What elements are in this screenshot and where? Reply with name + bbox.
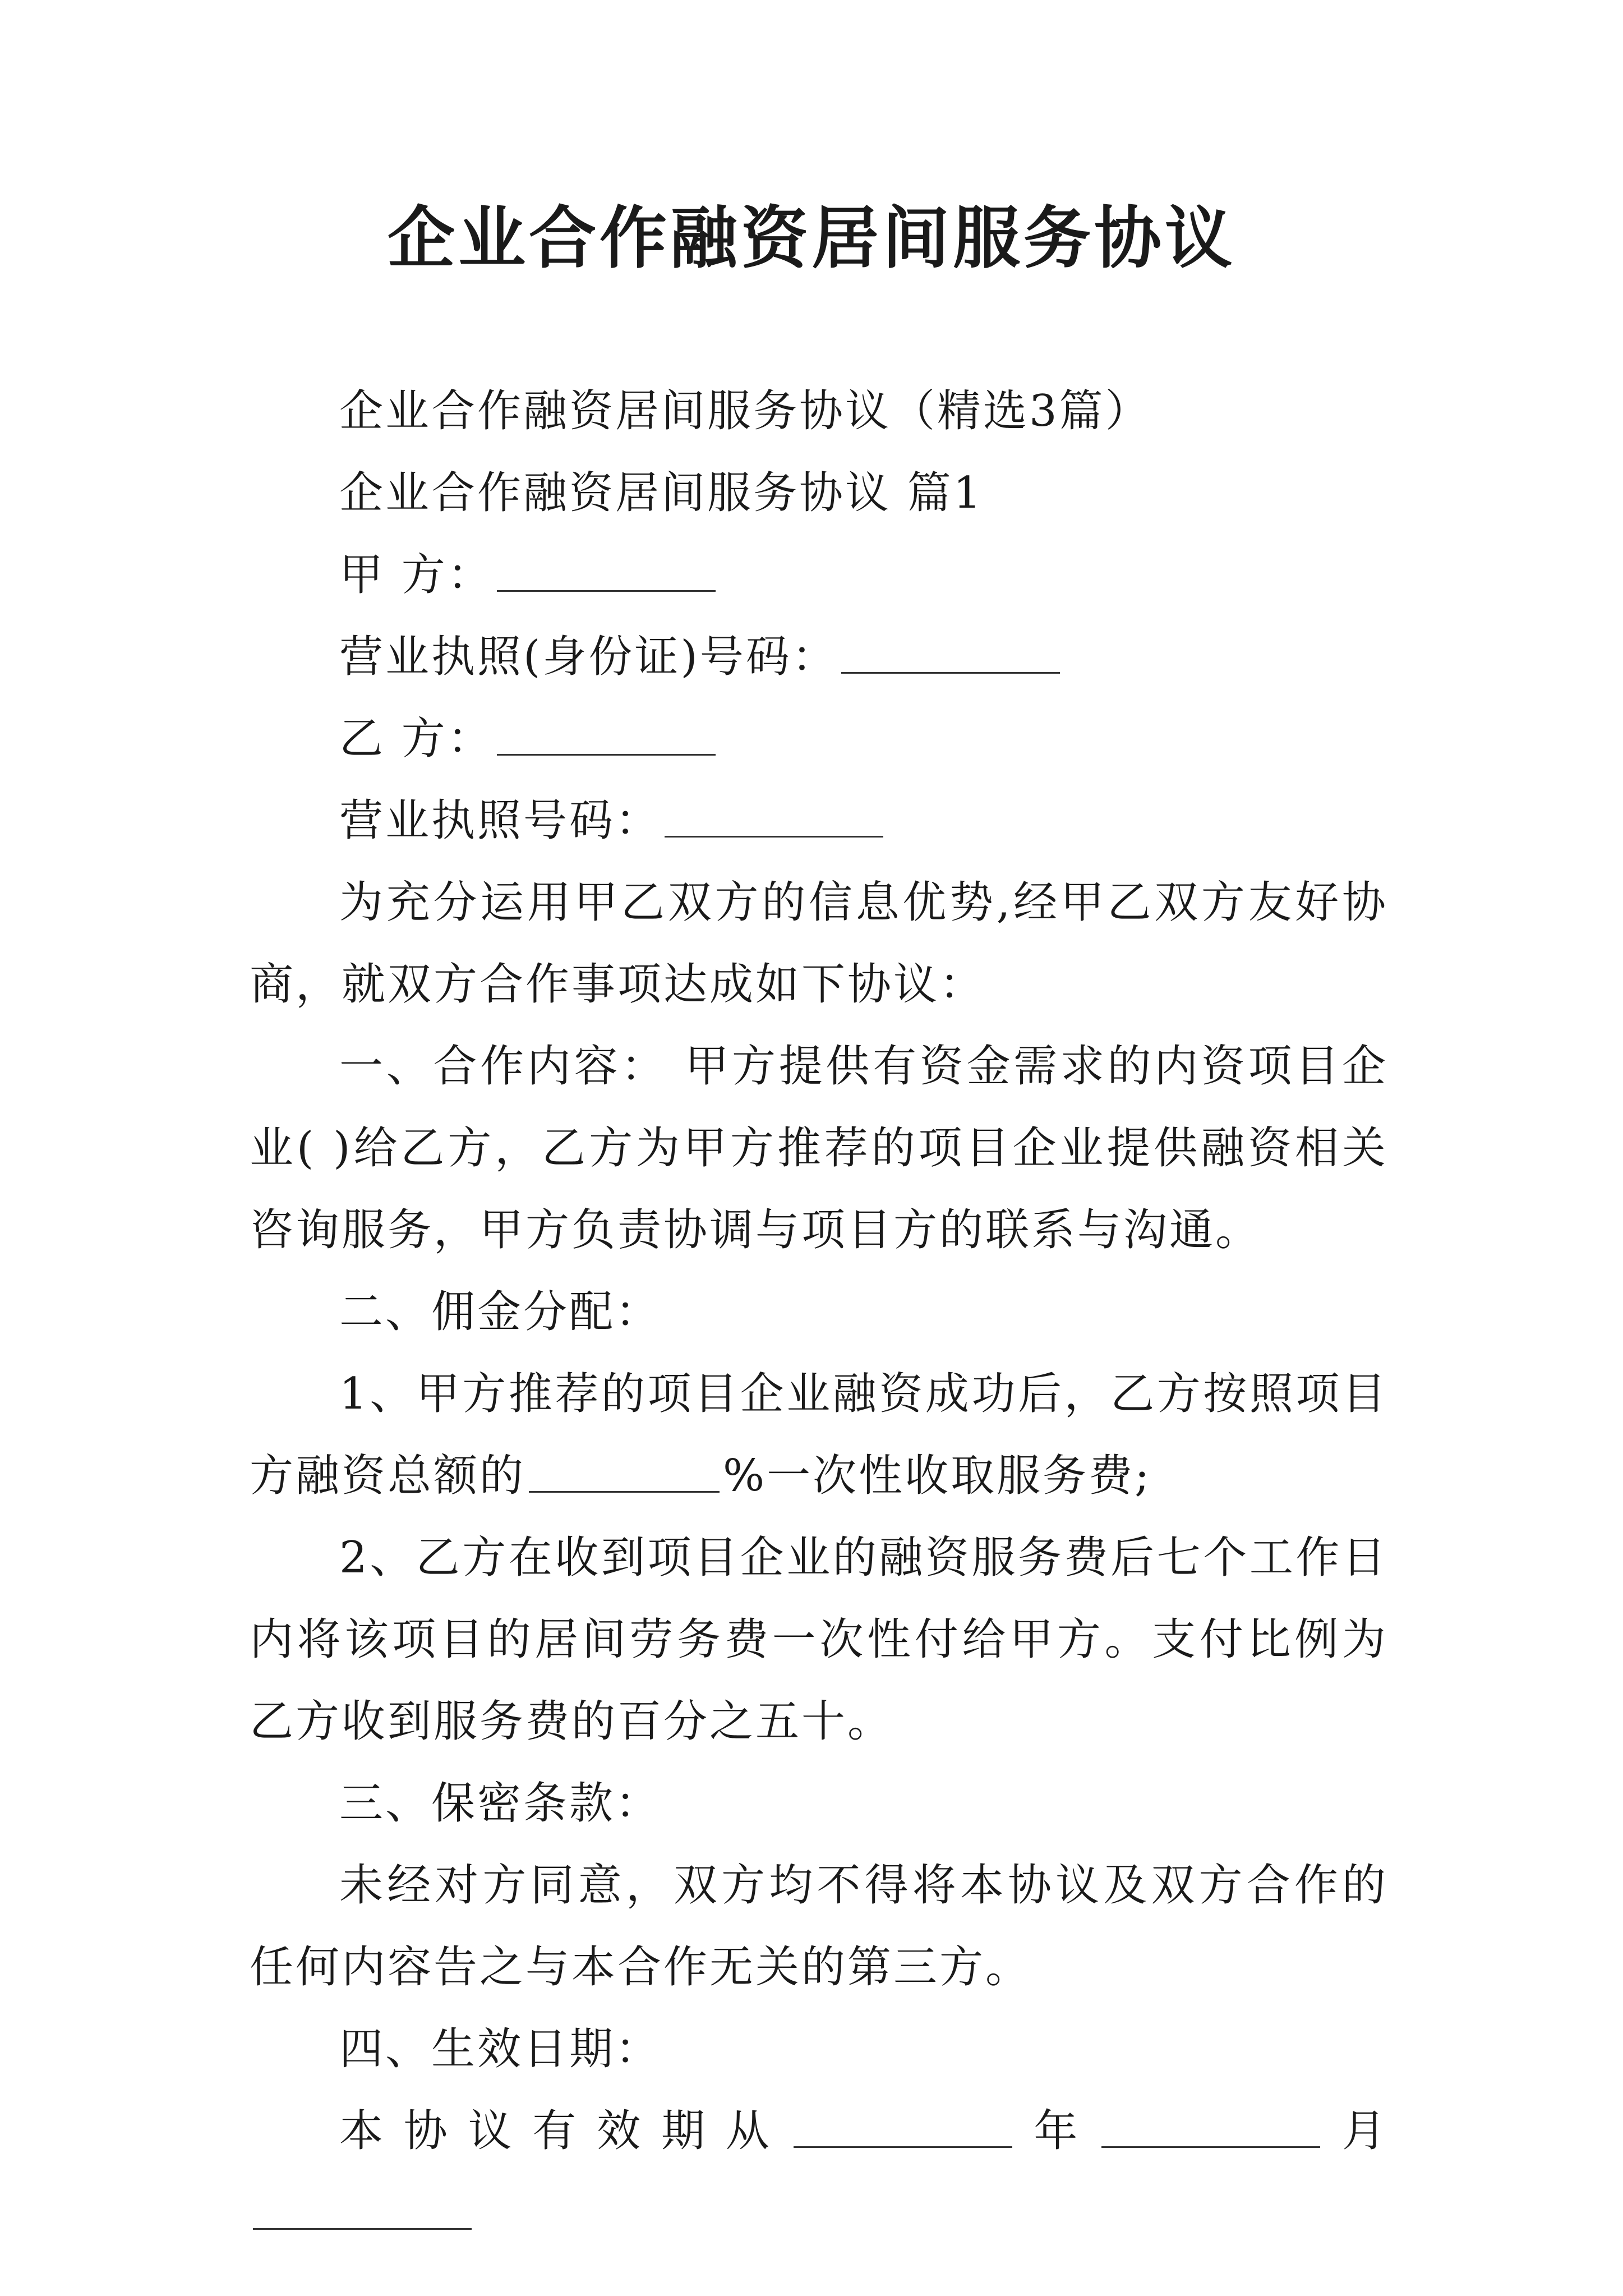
clause2-item1-suffix: %一次性收取服务费; xyxy=(723,1451,1152,1501)
party-b-blank xyxy=(497,754,716,756)
party-a-blank xyxy=(497,590,716,592)
clause3-paragraph: 未经对方同意，双方均不得将本协议及双方合作的任何内容告之与本合作无关的第三方。 xyxy=(250,1860,1388,1993)
document-body xyxy=(250,370,1388,2254)
clause2-item1-text: 1、甲方推荐的项目企业融资成功后，乙方按照项目方融资总额的 xyxy=(250,1369,1388,1501)
clause3-heading: 三、保密条款： xyxy=(339,1778,662,1829)
section-heading: 企业合作融资居间服务协议 篇1 xyxy=(339,468,984,518)
party-b-license-label: 营业执照号码： xyxy=(339,795,662,846)
commission-rate-blank xyxy=(529,1491,720,1493)
clause2-item2-paragraph: 2、乙方在收到项目企业的融资服务费后七个工作日内将该项目的居间劳务费一次性付给甲方。支付比例为乙方收到服务费的百分之五十。 xyxy=(250,1533,1388,1747)
year-label: 年 xyxy=(1015,2106,1099,2156)
clause2-item1-paragraph xyxy=(250,1353,1388,1517)
party-a-line xyxy=(250,534,1388,616)
start-year-blank xyxy=(794,2146,1012,2148)
clause4-text: 本协议有效期从 xyxy=(339,2106,790,2156)
party-b-label: 乙 方： xyxy=(339,714,494,764)
party-a-license-label: 营业执照(身份证)号码： xyxy=(339,632,838,682)
party-a-license-blank xyxy=(841,672,1060,674)
party-a-license-line xyxy=(250,616,1388,698)
party-b-license-blank xyxy=(665,836,883,838)
start-day-blank xyxy=(253,2228,472,2230)
clause4-paragraph xyxy=(250,2090,1388,2254)
party-b-license-line xyxy=(250,780,1388,862)
clause2-heading: 二、佣金分配： xyxy=(339,1287,662,1337)
party-b-line xyxy=(250,698,1388,780)
month-label: 月 xyxy=(1324,2106,1388,2156)
intro-paragraph: 为充分运用甲乙双方的信息优势,经甲乙双方友好协商，就双方合作事项达成如下协议： xyxy=(250,877,1388,1010)
clause4-heading: 四、生效日期： xyxy=(339,2024,662,2074)
start-month-blank xyxy=(1101,2146,1320,2148)
party-a-label: 甲 方： xyxy=(339,550,494,600)
subtitle-paragraph: 企业合作融资居间服务协议（精选3篇） xyxy=(339,386,1151,436)
clause1-paragraph: 一、合作内容： 甲方提供有资金需求的内资项目企业( )给乙方，乙方为甲方推荐的项目企业提供融资相关咨询服务，甲方负责协调与项目方的联系与沟通。 xyxy=(250,1041,1388,1255)
document-title: 企业合作融资居间服务协议 xyxy=(388,199,1235,278)
